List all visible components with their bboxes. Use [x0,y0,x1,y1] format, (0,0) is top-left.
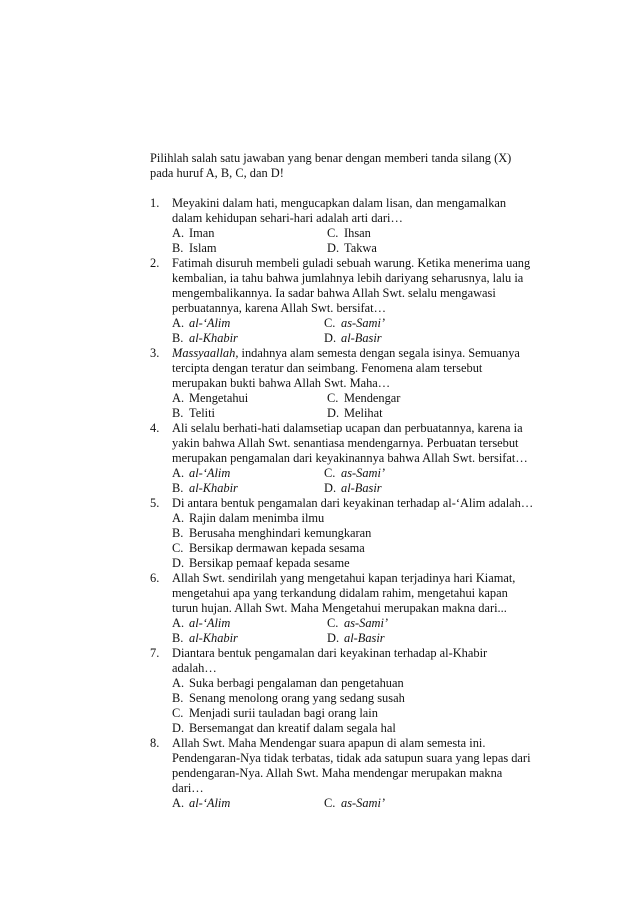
option-row [172,616,560,631]
option-letter: B. [172,406,184,420]
option-row [172,316,560,331]
option-text: Rajin dalam menimba ilmu [189,511,325,525]
question-number: 2. [150,256,160,270]
question-2 [150,256,560,346]
option-a[interactable] [172,466,324,481]
option-text: as-Sami’ [341,316,386,330]
question-6 [150,571,560,646]
option-letter: C. [172,706,184,720]
option-c[interactable] [172,541,560,556]
option-b[interactable] [172,631,327,646]
option-row [172,466,560,481]
question-number: 8. [150,736,160,750]
option-c[interactable] [327,226,371,241]
question-text: Diantara bentuk pengamalan dari keyakinan terhadap al-Khabir adalah… [172,646,488,675]
question-lead-italic: Massyaallah, [172,346,239,360]
option-row [172,331,560,346]
option-d[interactable] [324,331,382,346]
worksheet-page [150,151,560,811]
instruction-line-2: pada huruf A, B, C, dan D! [150,166,284,180]
option-letter: A. [172,391,185,405]
question-text: Meyakini dalam hati, mengucapkan dalam lisan, dan mengamalkan dalam kehidupan sehari-hari adalah arti dari… [172,196,507,225]
option-letter: D. [327,406,340,420]
option-text: Takwa [344,241,377,255]
option-letter: A. [172,796,185,810]
option-row [172,796,560,811]
question-text: Fatimah disuruh membeli guladi sebuah warung. Ketika menerima uang kembalian, ia tahu bahwa jumlahnya lebih dariyang seharusnya, lalu ia mengembalikannya. Ia sadar bahwa Allah Swt. selalu mengawasi perbuatannya, karena Allah Swt. bersifat… [172,256,531,315]
question-4 [150,421,560,496]
option-b[interactable] [172,241,327,256]
question-1 [150,196,560,256]
option-text: Mengetahui [189,391,249,405]
option-a[interactable] [172,676,560,691]
option-text: Berusaha menghindari kemungkaran [189,526,372,540]
option-text: Mendengar [344,391,401,405]
option-c[interactable] [172,706,560,721]
option-b[interactable] [172,481,324,496]
option-a[interactable] [172,616,327,631]
question-number: 5. [150,496,160,510]
option-d[interactable] [172,556,560,571]
option-a[interactable] [172,316,324,331]
option-text: Ihsan [344,226,371,240]
option-text: Islam [189,241,217,255]
option-text: as-Sami’ [341,796,386,810]
option-row [172,391,560,406]
question-text: Allah Swt. Maha Mendengar suara apapun di alam semesta ini. Pendengaran-Nya tidak terbatas, tidak ada satupun suara yang lepas dari pendengaran-Nya. Allah Swt. Maha mendengar merupakan makna dari… [172,736,531,795]
question-8 [150,736,560,811]
option-text: Bersemangat dan kreatif dalam segala hal [189,721,396,735]
question-text [172,346,560,391]
option-letter: D. [172,721,185,735]
option-text: as-Sami’ [344,616,389,630]
option-letter: A. [172,466,185,480]
option-text: al-Khabir [189,331,238,345]
option-text: Suka berbagi pengalaman dan pengetahuan [189,676,404,690]
option-letter: C. [172,541,184,555]
question-list [150,196,560,811]
option-b[interactable] [172,526,560,541]
option-letter: A. [172,616,185,630]
option-text: Iman [189,226,215,240]
option-letter: D. [324,481,337,495]
option-text: Senang menolong orang yang sedang susah [189,691,405,705]
instruction-line-1: Pilihlah salah satu jawaban yang benar dengan memberi tanda silang (X) [150,151,512,165]
option-letter: A. [172,316,185,330]
option-letter: B. [172,331,184,345]
option-c[interactable] [327,616,388,631]
option-letter: C. [324,796,336,810]
option-letter: B. [172,241,184,255]
option-text: al-‘Alim [189,616,231,630]
option-letter: D. [324,331,337,345]
option-c[interactable] [324,316,385,331]
question-body: indahnya alam semesta dengan segala isinya. Semuanya tercipta dengan teratur dan seimbang. Fenomena alam tersebut merupakan bukti bahwa Allah Swt. Maha… [172,346,520,390]
option-letter: B. [172,691,184,705]
option-letter: C. [327,226,339,240]
option-a[interactable] [172,226,327,241]
question-number: 4. [150,421,160,435]
question-text: Allah Swt. sendirilah yang mengetahui kapan terjadinya hari Kiamat, mengetahui apa yang terkandung didalam rahim, mengetahui kapan turun hujan. Allah Swt. Maha Mengetahui merupakan makna dari... [172,571,516,615]
option-letter: D. [327,631,340,645]
option-a[interactable] [172,391,327,406]
option-text: al-‘Alim [189,316,231,330]
question-3 [150,346,560,421]
option-c[interactable] [327,391,400,406]
option-text: al-Basir [344,631,385,645]
option-b[interactable] [172,331,324,346]
option-row [172,406,560,421]
option-text: Bersikap dermawan kepada sesama [189,541,365,555]
option-text: al-Khabir [189,631,238,645]
question-number: 3. [150,346,160,360]
option-text: al-‘Alim [189,796,231,810]
question-text: Ali selalu berhati-hati dalamsetiap ucapan dan perbuatannya, karena ia yakin bahwa Allah Swt. senantiasa mendengarnya. Perbuatan tersebut merupakan pengamalan dari keyakinannya bahwa Allah Swt. bersifat… [172,421,528,465]
option-text: Bersikap pemaaf kepada sesame [189,556,350,570]
option-text: as-Sami’ [341,466,386,480]
option-c[interactable] [324,466,385,481]
option-letter: A. [172,226,185,240]
option-letter: C. [324,316,336,330]
question-5 [150,496,560,571]
option-d[interactable] [327,241,377,256]
option-letter: B. [172,631,184,645]
option-a[interactable] [172,796,324,811]
option-letter: B. [172,481,184,495]
option-d[interactable] [327,406,383,421]
option-a[interactable] [172,511,560,526]
option-letter: A. [172,511,185,525]
option-row [172,226,560,241]
option-row [172,481,560,496]
option-d[interactable] [327,631,385,646]
question-7 [150,646,560,736]
option-text: Teliti [189,406,215,420]
option-letter: D. [327,241,340,255]
option-row [172,631,560,646]
option-text: al-Basir [341,331,382,345]
option-text: Menjadi surii tauladan bagi orang lain [189,706,378,720]
option-row [172,241,560,256]
option-letter: A. [172,676,185,690]
question-number: 6. [150,571,160,585]
question-number: 1. [150,196,160,210]
option-b[interactable] [172,406,327,421]
option-c[interactable] [324,796,385,811]
question-text: Di antara bentuk pengamalan dari keyakinan terhadap al-‘Alim adalah… [172,496,534,510]
option-letter: C. [327,616,339,630]
option-letter: C. [327,391,339,405]
option-text: Melihat [344,406,383,420]
option-b[interactable] [172,691,560,706]
option-text: al-Basir [341,481,382,495]
spacer [150,181,560,196]
option-text: al-‘Alim [189,466,231,480]
option-d[interactable] [172,721,560,736]
option-letter: B. [172,526,184,540]
option-letter: D. [172,556,185,570]
option-text: al-Khabir [189,481,238,495]
option-letter: C. [324,466,336,480]
question-number: 7. [150,646,160,660]
option-d[interactable] [324,481,382,496]
